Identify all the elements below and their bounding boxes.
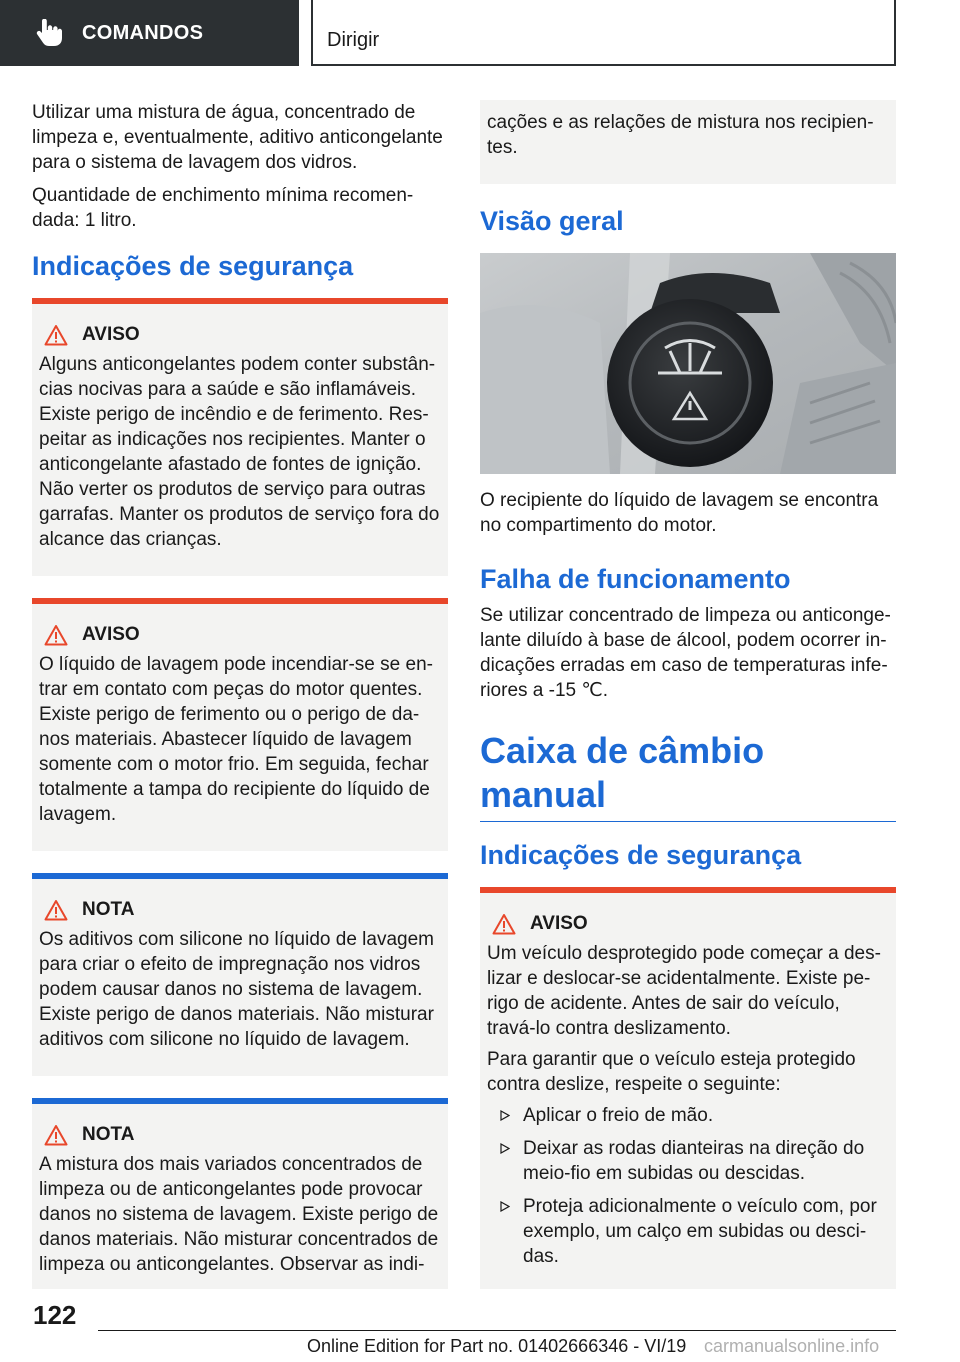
note-text: A mistura dos mais variados concentrados de limpeza ou de anticongelantes pode provocar danos no sistema de lavagem. Existe perigo de danos materiais. Não misturar concentrados de limpeza ou anticongelantes. Observar as indi- xyxy=(39,1154,439,1275)
note-box xyxy=(32,1098,448,1289)
warning-box xyxy=(32,598,448,851)
hand-pointer-icon xyxy=(36,19,62,47)
note-label: NOTA xyxy=(82,899,135,920)
warning-label: AVISO xyxy=(82,324,140,345)
warning-text: O líquido de lavagem pode incendiar-se se en-trar em contato com peças do motor quentes. Existe perigo de ferimento ou o perigo de da-nos materiais. Abastecer líquido de lavagem somente com o motor frio. Em seguida, fechar totalmente a tampa do recipiente do líquido de lavagem. xyxy=(39,654,433,825)
warning-triangle-icon xyxy=(44,899,68,921)
overview-heading: Visão geral xyxy=(480,206,624,236)
photo-caption: O recipiente do líquido de lavagem se encontra no compartimento do motor. xyxy=(480,490,879,536)
page-number: 122 xyxy=(33,1300,77,1330)
fill-quantity-paragraph: Quantidade de enchimento mínima recomen-dada: 1 litro. xyxy=(32,185,414,231)
malfunction-heading: Falha de funcionamento xyxy=(480,564,791,594)
safety-heading: Indicações de segurança xyxy=(32,251,354,281)
list-item xyxy=(487,1194,889,1269)
warning-text: Alguns anticongelantes podem conter substân-cias nocivas para a saúde e são inflamáveis. Existe perigo de incêndio e de ferimento. Res-peitar as indicações nos recipientes. Manter o anticongelante afastado de fontes de ignição. Não verter os produtos de serviço para outras garrafas. Manter os produtos de serviço fora do alcance das crianças. xyxy=(39,354,440,550)
chapter-header xyxy=(311,0,896,66)
triangle-bullet-icon xyxy=(500,1110,510,1121)
chapter-title: Dirigir xyxy=(327,29,380,51)
edition-note: Online Edition for Part no. 01402666346 - VI/19 xyxy=(307,1336,687,1356)
note-label: NOTA xyxy=(82,1124,135,1145)
note-text: Os aditivos com silicone no líquido de lavagem para criar o efeito de impregnação nos vidros podem causar danos no sistema de lavagem. Existe perigo de danos materiais. Não misturar aditivos com silicone no líquido de lavagem. xyxy=(39,929,434,1050)
intro-paragraph: Utilizar uma mistura de água, concentrado de limpeza e, eventualmente, aditivo anticongelante para o sistema de lavagem dos vidros. xyxy=(32,102,443,173)
section-tab xyxy=(0,0,299,66)
list-item xyxy=(487,1103,889,1128)
warning-text: Para garantir que o veículo esteja protegido contra deslize, respeite o seguinte: xyxy=(487,1049,856,1095)
warning-text: Um veículo desprotegido pode começar a des-lizar e deslocar-se acidentalmente. Existe pe-rigo de acidente. Antes de sair do veículo, travá-lo contra deslizamento. xyxy=(487,943,881,1039)
note-box-continuation xyxy=(480,100,896,184)
warning-triangle-icon xyxy=(44,1124,68,1146)
malfunction-paragraph: Se utilizar concentrado de limpeza ou anticonge-lante diluído à base de álcool, podem ocorrer in-dicações erradas em caso de temperaturas infe-riores a -15 ℃. xyxy=(480,605,891,701)
watermark: carmanualsonline.info xyxy=(704,1336,880,1356)
warning-label: AVISO xyxy=(530,913,588,934)
note-box xyxy=(32,873,448,1076)
warning-triangle-icon xyxy=(44,324,68,346)
footer-divider xyxy=(98,1330,896,1331)
chapter-heading: Caixa de câmbio manual xyxy=(480,729,896,822)
warning-box xyxy=(32,298,448,576)
warning-label: AVISO xyxy=(82,624,140,645)
note-text-continued: cações e as relações de mistura nos recipien-tes. xyxy=(487,112,874,158)
triangle-bullet-icon xyxy=(500,1201,510,1212)
left-column xyxy=(32,100,448,1289)
warning-triangle-icon xyxy=(492,913,516,935)
safety-heading: Indicações de segurança xyxy=(480,840,802,870)
list-item-text: Deixar as rodas dianteiras na direção do meio-fio em subidas ou descidas. xyxy=(523,1138,865,1184)
warning-triangle-icon xyxy=(44,624,68,646)
list-item-text: Proteja adicionalmente o veículo com, por exemplo, um calço em subidas ou desci-das. xyxy=(523,1196,877,1267)
washer-reservoir-photo xyxy=(480,253,896,474)
list-item xyxy=(487,1136,889,1186)
warning-box xyxy=(480,887,896,1289)
section-label: COMANDOS xyxy=(82,21,204,44)
list-item-text: Aplicar o freio de mão. xyxy=(523,1105,714,1126)
precaution-list xyxy=(487,1103,889,1269)
right-column xyxy=(480,100,896,1311)
triangle-bullet-icon xyxy=(500,1143,510,1154)
